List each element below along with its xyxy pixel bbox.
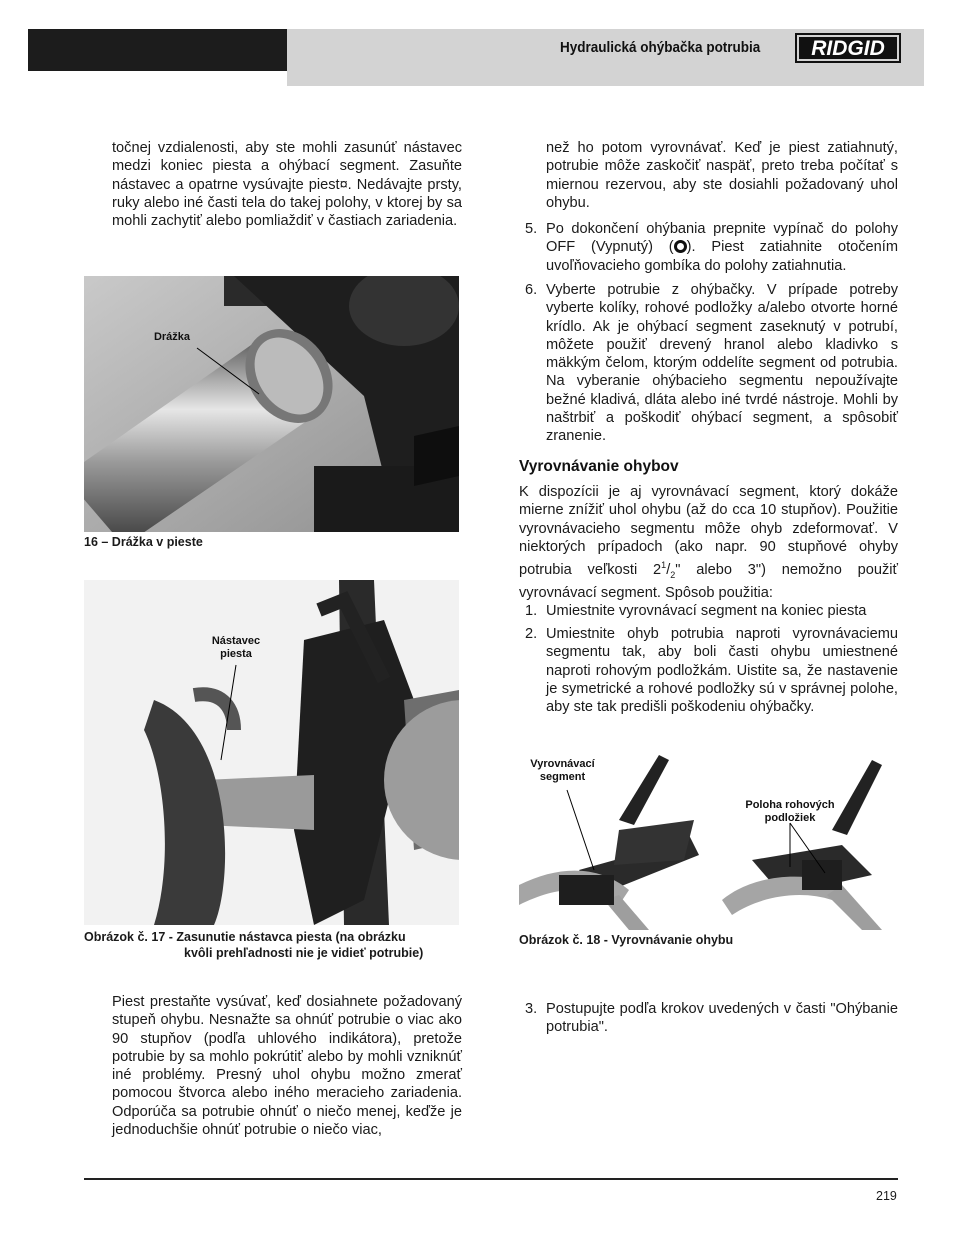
figure-16-label: Drážka [153, 331, 191, 343]
left-bottom-paragraph: Piest prestaňte vysúvať, keď dosiahnete požadovaný stupeň ohybu. Nesnažte sa ohnúť potrubie o viac ako 90 stupňov (podľa uhlového indikátora), pretože potrubie by sa mohlo pokrútiť alebo by mohli vzniknúť iné problémy. Presný uhol ohybu možno zmerať pomocou štvorca alebo iného meracieho zariadenia. Odporúča sa potrubie ohnúť o niečo menej, keďže je jednoduchšie ohnúť potrubie o niečo viac, [112, 994, 462, 1139]
figure-17-label: Nástavec piesta [211, 635, 261, 660]
figure-18-label-right: Poloha rohových podložiek [745, 799, 835, 824]
footer-rule [84, 1178, 898, 1180]
step-5-text-tail: ). Piest zatiahnite otočením uvoľňovacieho gombíka do polohy zatiahnutia. [546, 239, 898, 274]
section-heading: Vyrovnávanie ohybov [519, 458, 679, 475]
figure-18-photo-right [722, 745, 898, 930]
step-number: 6. [525, 282, 538, 298]
power-off-icon [674, 240, 687, 253]
align-step-1-text: Umiestnite vyrovnávací segment na koniec piesta [546, 603, 867, 619]
figure-16-photo [84, 276, 459, 532]
step-number: 3. [525, 1001, 538, 1017]
left-top-paragraph: točnej vzdialenosti, aby ste mohli zasunúť nástavec medzi koniec piesta a ohýbací segment. Zasuňte nástavec a opatrne vysúvajte piest¤. Nedávajte prsty, ruky alebo iné časti tela do takej polohy, v ktorej by sa mohli zachytiť alebo pomliaždiť v častiach zariadenia. [112, 140, 462, 230]
section-paragraph-b: " alebo 3") nemožno použiť vyrovnávací segment. Spôsob použitia: [519, 562, 898, 602]
figure-18-photo-left [519, 745, 711, 930]
align-step-2-text: Umiestnite ohyb potrubia naproti vyrovnávaciemu segmentu tak, aby boli časti ohybu umiestnené naproti rohovým podložkám. Uistite sa, že nastavenie je symetrické a rohové podložky sú v správnej polohe, aby ste tak predišli poškodeniu ohýbačky. [546, 626, 898, 716]
step-number: 5. [525, 221, 538, 237]
header-title: Hydraulická ohýbačka potrubia [560, 39, 761, 56]
fraction-numerator: 1 [661, 560, 667, 571]
step-6-text: Vyberte potrubie z ohýbačky. V prípade potreby vyberte kolíky, rohové podložky a/alebo otvorte horné krídlo. Ak je ohýbací segment zaseknutý v potrubí, môžete použiť drevený hranol alebo kladivko s mäkkým čelom, ktorým oddelíte segment od potrubia. Na vyberanie ohýbacieho segmentu nepoužívajte bežné kladivá, dláta alebo iné tvrdé nástroje. Mohli by naštrbiť a poškodiť ohýbací segment, a spôsobiť zranenie. [546, 282, 898, 445]
step-3-text: Postupujte podľa krokov uvedených v časti "Ohýbanie potrubia". [546, 1001, 898, 1036]
section-paragraph: K dispozícii je aj vyrovnávací segment, ktorý dokáže mierne znížiť uhol ohybu (až do cca 10 stupňov). Použitie vyrovnávacieho segmentu môže ohyb zdeformovať. V niektorých prípadoch (ako napr. 90 stupňové ohyby potrubia veľkosti $2^1/_2$" alebo 3") nemožno použiť vyrovnávací segment. Spôsob použitia: [519, 484, 898, 602]
step-number: 2. [525, 626, 538, 642]
figure-17-caption-line2: kvôli prehľadnosti nie je vidieť potrubie) [184, 946, 424, 960]
header-black-bar [28, 29, 287, 71]
figure-18-label-left: Vyrovnávací segment [530, 758, 595, 783]
step-number: 1. [525, 603, 538, 619]
fraction-denominator: 2 [670, 569, 676, 580]
right-top-paragraph: než ho potom vyrovnávať. Keď je piest zatiahnutý, potrubie môže zaskočiť naspäť, preto treba počítať s miernou rezervou, aby ste dosiahli požadovaný uhol ohybu. [546, 140, 898, 211]
figure-17-caption-line1: Obrázok č. 17 - Zasunutie nástavca piesta (na obrázku [84, 930, 406, 944]
step-5-text: Po dokončení ohýbania prepnite vypínač do polohy OFF (Vypnutý) ( [546, 221, 898, 256]
section-paragraph-a: K dispozícii je aj vyrovnávací segment, ktorý dokáže mierne znížiť uhol ohybu (až do cca 10 stupňov). Použitie vyrovnávacieho segmentu môže ohyb zdeformovať. V niektorých prípadoch (ako napr. 90 stupňové ohyby potrubia veľkosti 2 [519, 484, 898, 579]
ridgid-logo [795, 33, 901, 63]
figure-18-caption: Obrázok č. 18 - Vyrovnávanie ohybu [519, 933, 734, 947]
svg-text:RIDGID: RIDGID [811, 37, 885, 60]
page-number: 219 [876, 1189, 897, 1203]
figure-16-caption: 16 – Drážka v pieste [84, 535, 203, 549]
figure-17-photo [84, 580, 459, 925]
